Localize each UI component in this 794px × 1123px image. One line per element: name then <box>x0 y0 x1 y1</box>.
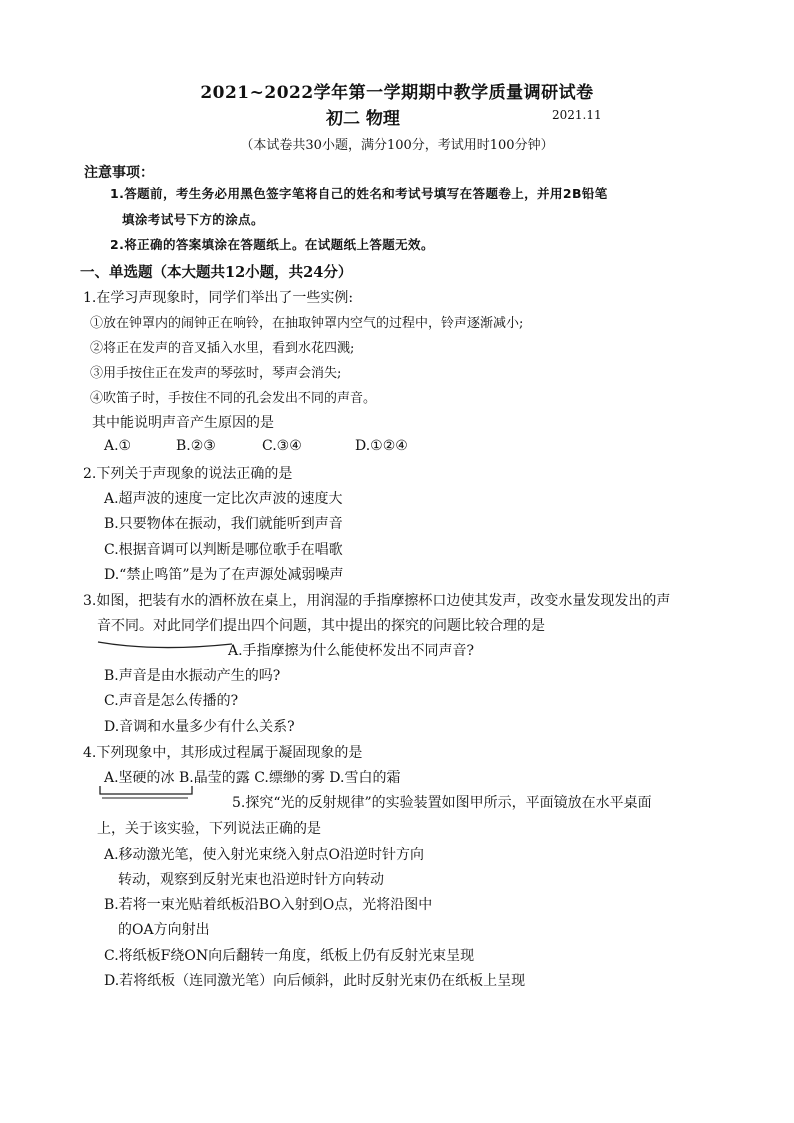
mirror-figure-fragment <box>96 780 226 802</box>
q3-option-a: A.手指摩擦为什么能使杯发出不同声音? <box>228 643 475 659</box>
mirror-figure-stroke <box>100 786 192 794</box>
q2-option-d: D.“禁止鸣笛”是为了在声源处减弱噪声 <box>104 567 344 583</box>
exam-date: 2021.11 <box>552 108 602 122</box>
q3-stem-line-1: 3.如图，把装有水的酒杯放在桌上，用润湿的手指摩擦杯口边使其发声，改变水量发现发出的声 <box>83 593 671 609</box>
q5-option-b-line-2: 的OA方向射出 <box>118 922 210 938</box>
q3-option-c: C.声音是怎么传播的? <box>104 693 239 709</box>
q5-option-c: C.将纸板F绕ON向后翻转一角度，纸板上仍有反射光束呈现 <box>104 948 475 964</box>
q1-option-a: A.① <box>104 438 132 454</box>
exam-title: 2021~2022学年第一学期期中教学质量调研试卷 <box>200 83 594 103</box>
q5-stem-line-1: 5.探究“光的反射规律”的实验装置如图甲所示，平面镜放在水平桌面 <box>232 795 652 811</box>
q2-option-b: B.只要物体在振动，我们就能听到声音 <box>104 516 343 532</box>
cup-figure-fragment <box>96 630 236 650</box>
q5-stem-line-2: 上，关于该实验，下列说法正确的是 <box>97 821 321 837</box>
q3-stem-line-2: 音不同。对此同学们提出四个问题，其中提出的探究的问题比较合理的是 <box>97 618 545 634</box>
q5-option-b-line-1: B.若将一束光贴着纸板沿BO入射到O点，光将沿图中 <box>104 897 433 913</box>
q1-stem: 1.在学习声现象时，同学们举出了一些实例: <box>83 290 354 306</box>
section-heading: 一、单选题（本大题共12小题，共24分） <box>80 264 353 281</box>
q1-example-3: ③用手按住正在发声的琴弦时，琴声会消失; <box>90 366 342 381</box>
q4-options: A.坚硬的冰 B.晶莹的露 C.缥缈的雾 D.雪白的霜 <box>104 770 401 786</box>
q3-option-d: D.音调和水量多少有什么关系? <box>104 719 295 735</box>
q1-option-d: D.①②④ <box>355 438 408 454</box>
q1-example-2: ②将正在发声的音叉插入水里，看到水花四溅; <box>90 341 355 356</box>
q5-option-d: D.若将纸板（连同激光笔）向后倾斜，此时反射光束仍在纸板上呈现 <box>104 973 526 989</box>
notice-item-2: 2.将正确的答案填涂在答题纸上。在试题纸上答题无效。 <box>110 237 434 252</box>
q4-stem: 4.下列现象中，其形成过程属于凝固现象的是 <box>83 745 363 761</box>
q2-option-c: C.根据音调可以判断是哪位歌手在唱歌 <box>104 542 343 558</box>
q1-option-c: C.③④ <box>262 438 302 454</box>
cup-figure-stroke <box>98 642 232 648</box>
q1-example-4: ④吹笛子时，手按住不同的孔会发出不同的声音。 <box>90 391 377 406</box>
q1-example-1: ①放在钟罩内的闹钟正在响铃，在抽取钟罩内空气的过程中，铃声逐渐减小; <box>90 316 524 331</box>
q5-option-a-line-1: A.移动激光笔，使入射光束绕入射点O沿逆时针方向 <box>104 847 425 863</box>
q5-option-a-line-2: 转动，观察到反射光束也沿逆时针方向转动 <box>118 872 384 888</box>
q3-option-b: B.声音是由水振动产生的吗? <box>104 668 281 684</box>
q2-option-a: A.超声波的速度一定比次声波的速度大 <box>104 491 343 507</box>
q1-ask: 其中能说明声音产生原因的是 <box>92 415 274 431</box>
exam-subtitle: 初二 物理 <box>326 109 400 129</box>
q2-stem: 2.下列关于声现象的说法正确的是 <box>83 466 293 482</box>
notice-heading: 注意事项： <box>84 165 154 181</box>
notice-item-1-line-2: 填涂考试号下方的涂点。 <box>122 212 264 227</box>
q1-option-b: B.②③ <box>176 438 216 454</box>
exam-info: （本试卷共30小题，满分100分，考试用时100分钟） <box>240 138 554 153</box>
notice-item-1-line-1: 1.答题前，考生务必用黑色签字笔将自己的姓名和考试号填写在答题卷上，并用2B铅笔 <box>110 186 608 201</box>
